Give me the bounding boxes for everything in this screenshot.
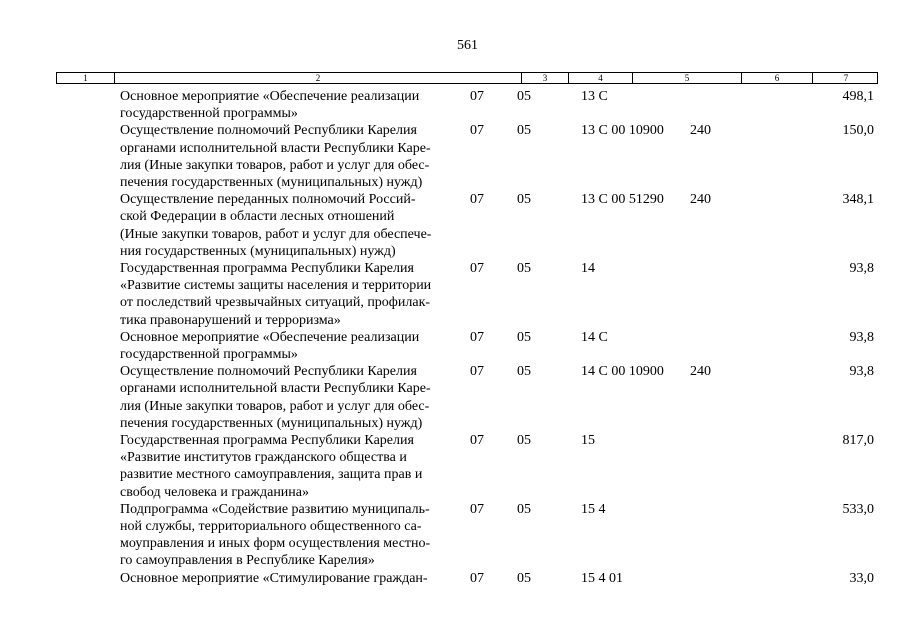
row-section-code: 07 bbox=[470, 329, 484, 345]
table-row bbox=[0, 260, 905, 329]
row-section-code: 07 bbox=[470, 260, 484, 276]
row-amount: 33,0 bbox=[849, 570, 874, 586]
description-line: органами исполнительной власти Республики Каре- bbox=[120, 381, 431, 397]
description-line: лия (Иные закупки товаров, работ и услуг для обес- bbox=[120, 398, 430, 414]
table-body bbox=[0, 88, 905, 587]
table-row bbox=[0, 88, 905, 122]
description-line: ния государственных (муниципальных) нужд) bbox=[120, 243, 396, 259]
row-target-article: 14 С bbox=[581, 329, 608, 345]
description-line: Основное мероприятие «Обеспечение реализации bbox=[120, 329, 420, 345]
description-line: Осуществление переданных полномочий Россий- bbox=[120, 192, 416, 208]
header-col-1: 1 bbox=[57, 73, 115, 83]
table-row bbox=[0, 191, 905, 260]
table-header-row bbox=[56, 72, 878, 84]
row-amount: 93,8 bbox=[849, 364, 874, 380]
row-target-article: 13 С 00 10900 bbox=[581, 123, 664, 139]
description-line: от последствий чрезвычайных ситуаций, профилак- bbox=[120, 295, 431, 311]
row-subsection-code: 05 bbox=[517, 260, 531, 276]
row-target-article: 14 С 00 10900 bbox=[581, 364, 664, 380]
row-target-article: 15 4 bbox=[581, 501, 606, 517]
description-line: моуправления и иных форм осуществления местно- bbox=[120, 536, 431, 552]
description-line: печения государственных (муниципальных) нужд) bbox=[120, 415, 423, 431]
header-col-7: 7 bbox=[843, 73, 849, 83]
page-number: 561 bbox=[457, 38, 478, 53]
description-line: развитие местного самоуправления, защита прав и bbox=[120, 467, 423, 483]
description-line: «Развитие институтов гражданского общества и bbox=[120, 450, 407, 466]
description-line: ной службы, территориального общественного са- bbox=[120, 518, 422, 534]
row-subsection-code: 05 bbox=[517, 501, 531, 517]
description-line: свобод человека и гражданина» bbox=[120, 484, 310, 500]
description-line: Основное мероприятие «Обеспечение реализации bbox=[120, 89, 420, 104]
row-expense-type: 240 bbox=[690, 123, 711, 139]
table-row bbox=[0, 570, 905, 587]
header-col-2: 2 bbox=[115, 73, 522, 83]
row-target-article: 13 С 00 51290 bbox=[581, 192, 664, 208]
row-section-code: 07 bbox=[470, 570, 484, 586]
row-description bbox=[120, 501, 465, 570]
description-line: лия (Иные закупки товаров, работ и услуг для обес- bbox=[120, 157, 430, 173]
row-section-code: 07 bbox=[470, 364, 484, 380]
row-expense-type: 240 bbox=[690, 192, 711, 208]
row-description bbox=[120, 88, 465, 122]
row-description bbox=[120, 432, 465, 501]
row-subsection-code: 05 bbox=[517, 192, 531, 208]
description-line: (Иные закупки товаров, работ и услуг для обеспече- bbox=[120, 226, 432, 242]
row-description bbox=[120, 122, 465, 191]
row-amount: 533,0 bbox=[842, 501, 874, 517]
row-subsection-code: 05 bbox=[517, 89, 531, 104]
description-line: Государственная программа Республики Карелия bbox=[120, 260, 414, 276]
description-line: государственной программы» bbox=[120, 106, 298, 122]
row-description bbox=[120, 570, 465, 587]
description-line: ской Федерации в области лесных отношений bbox=[120, 209, 395, 225]
row-amount: 348,1 bbox=[842, 192, 874, 208]
description-line: Осуществление полномочий Республики Карелия bbox=[120, 123, 417, 139]
row-subsection-code: 05 bbox=[517, 123, 531, 139]
description-line: тика правонарушений и терроризма» bbox=[120, 312, 341, 328]
description-line: «Развитие системы защиты населения и территории bbox=[120, 278, 432, 294]
row-amount: 150,0 bbox=[842, 123, 874, 139]
row-amount: 498,1 bbox=[842, 89, 874, 104]
description-line: Государственная программа Республики Карелия bbox=[120, 432, 414, 448]
row-description bbox=[120, 363, 465, 432]
description-line: печения государственных (муниципальных) нужд) bbox=[120, 175, 423, 190]
row-description bbox=[120, 191, 465, 260]
header-col-5: 5 bbox=[633, 73, 742, 83]
row-section-code: 07 bbox=[470, 89, 484, 104]
row-target-article: 13 С bbox=[581, 89, 608, 104]
header-col-4: 4 bbox=[569, 73, 633, 83]
table-row bbox=[0, 329, 905, 363]
header-col-3: 3 bbox=[522, 73, 569, 83]
row-section-code: 07 bbox=[470, 123, 484, 139]
description-line: Подпрограмма «Содействие развитию муниципаль- bbox=[120, 501, 430, 517]
description-line: го самоуправления в Республике Карелия» bbox=[120, 553, 375, 569]
table-row bbox=[0, 432, 905, 501]
row-subsection-code: 05 bbox=[517, 329, 531, 345]
table-row bbox=[0, 122, 905, 191]
row-section-code: 07 bbox=[470, 192, 484, 208]
row-target-article: 14 bbox=[581, 260, 595, 276]
row-amount: 817,0 bbox=[842, 432, 874, 448]
description-line: Основное мероприятие «Стимулирование граждан- bbox=[120, 570, 428, 586]
table-row bbox=[0, 363, 905, 432]
row-target-article: 15 4 01 bbox=[581, 570, 623, 586]
row-subsection-code: 05 bbox=[517, 364, 531, 380]
row-section-code: 07 bbox=[470, 432, 484, 448]
description-line: государственной программы» bbox=[120, 346, 298, 362]
header-col-6: 6 bbox=[742, 73, 813, 83]
row-subsection-code: 05 bbox=[517, 432, 531, 448]
description-line: Осуществление полномочий Республики Карелия bbox=[120, 364, 417, 380]
row-description bbox=[120, 260, 465, 329]
row-subsection-code: 05 bbox=[517, 570, 531, 586]
row-expense-type: 240 bbox=[690, 364, 711, 380]
row-target-article: 15 bbox=[581, 432, 595, 448]
table-row bbox=[0, 501, 905, 570]
description-line: органами исполнительной власти Республики Каре- bbox=[120, 140, 431, 156]
row-amount: 93,8 bbox=[849, 329, 874, 345]
row-section-code: 07 bbox=[470, 501, 484, 517]
row-amount: 93,8 bbox=[849, 260, 874, 276]
row-description bbox=[120, 329, 465, 363]
